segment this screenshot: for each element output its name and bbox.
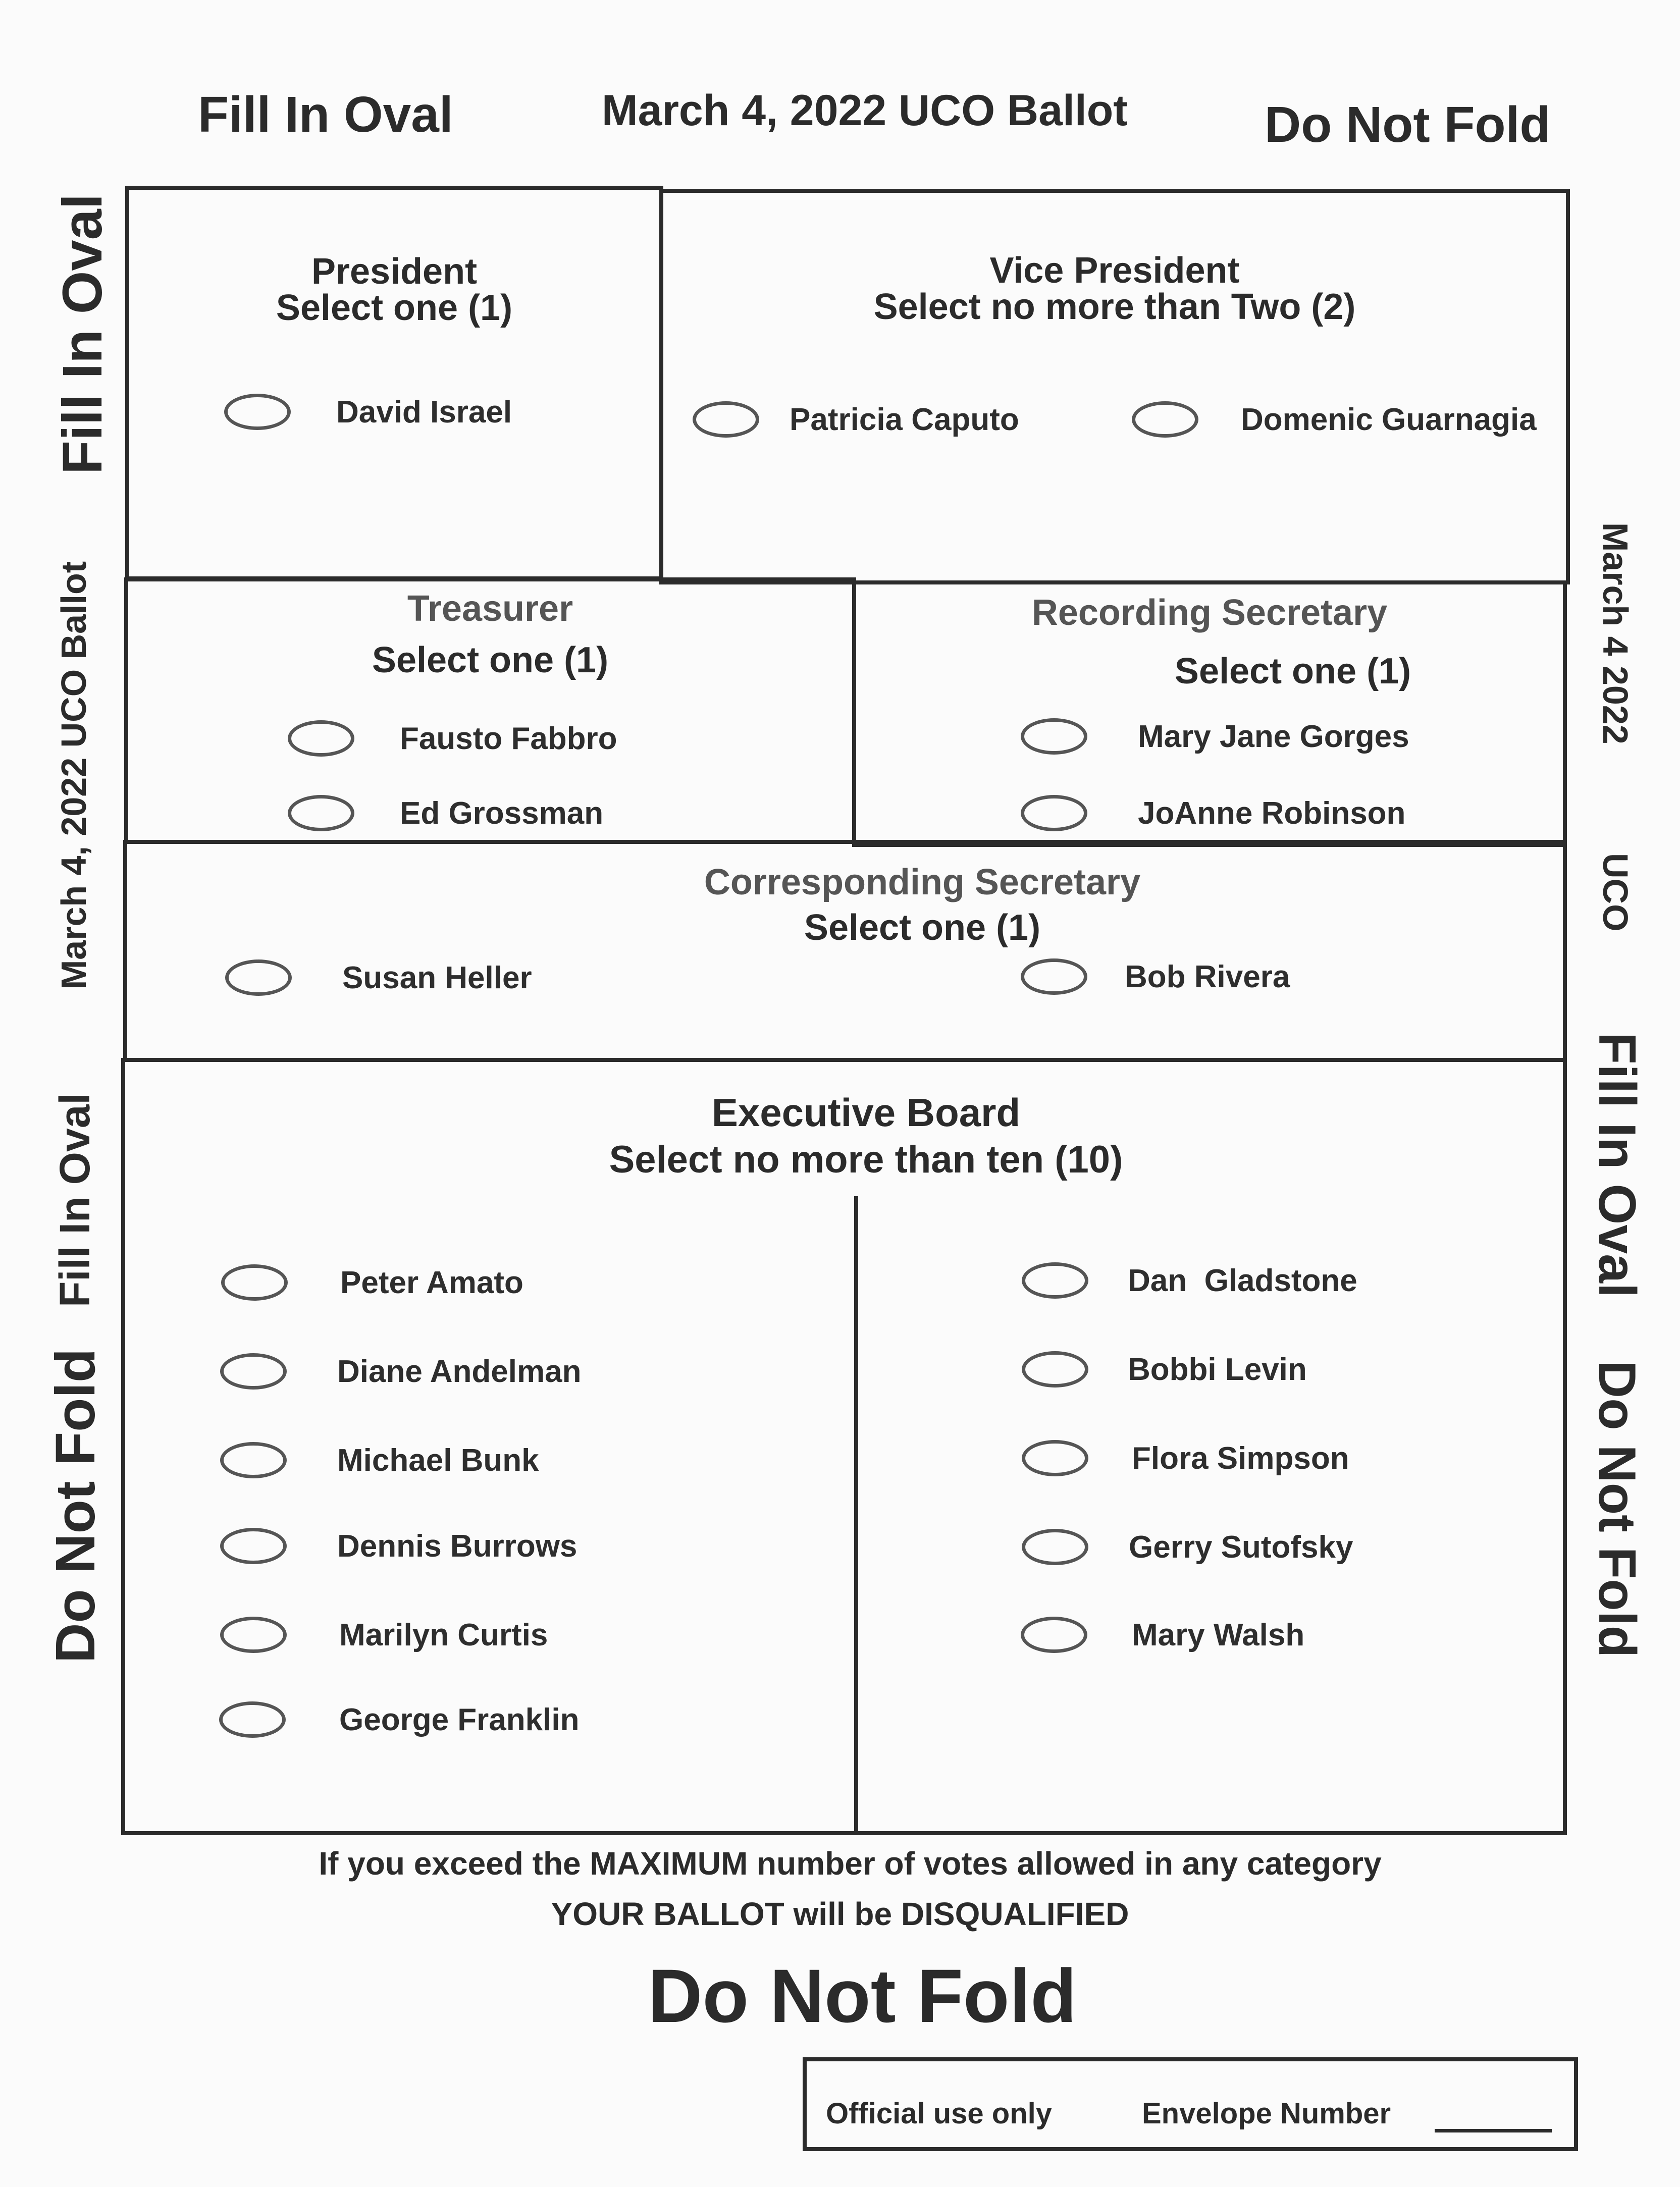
candidate-name: Ed Grossman	[400, 795, 604, 831]
candidate-fausto-fabbro[interactable]	[288, 716, 617, 761]
vote-oval[interactable]	[288, 720, 354, 757]
recording-secretary-section	[852, 580, 1567, 847]
candidate-diane-andelman[interactable]	[220, 1349, 581, 1394]
side-left-fill-in-oval-top: Fill In Oval	[51, 193, 114, 474]
candidate-flora-simpson[interactable]	[1022, 1435, 1349, 1481]
side-right-date: March 4 2022	[1596, 522, 1635, 744]
candidate-name: Bob Rivera	[1125, 959, 1290, 994]
corresponding-secretary-section	[123, 840, 1567, 1062]
candidate-mary-walsh[interactable]	[1021, 1612, 1304, 1658]
vote-oval[interactable]	[1022, 1440, 1088, 1476]
vice-president-section	[659, 189, 1570, 584]
vote-oval[interactable]	[1022, 1351, 1088, 1388]
vote-oval[interactable]	[1021, 1617, 1087, 1653]
vote-oval[interactable]	[221, 1264, 288, 1301]
candidate-name: Mary Walsh	[1132, 1617, 1305, 1652]
candidate-name: Peter Amato	[340, 1265, 523, 1300]
candidate-ed-grossman[interactable]	[288, 790, 603, 836]
corresponding-secretary-title: Corresponding Secretary	[704, 862, 1141, 902]
vote-oval[interactable]	[288, 795, 354, 831]
candidate-dennis-burrows[interactable]	[220, 1523, 577, 1569]
vote-oval[interactable]	[220, 1353, 287, 1390]
header-do-not-fold: Do Not Fold	[1265, 96, 1551, 153]
candidate-name: Diane Andelman	[337, 1354, 582, 1389]
treasurer-section	[124, 577, 856, 844]
vice-president-instruction: Select no more than Two (2)	[873, 287, 1356, 327]
envelope-number-label: Envelope Number	[1142, 2097, 1391, 2130]
candidate-name: Susan Heller	[342, 960, 532, 995]
side-right-uco: UCO	[1596, 853, 1635, 932]
candidate-george-franklin[interactable]	[219, 1697, 579, 1742]
candidate-name: George Franklin	[339, 1702, 580, 1737]
corresponding-secretary-instruction: Select one (1)	[804, 908, 1041, 948]
official-use-box	[803, 2057, 1578, 2151]
vote-oval[interactable]	[693, 401, 759, 438]
header-fill-in-oval: Fill In Oval	[198, 86, 453, 143]
vote-oval[interactable]	[1022, 1529, 1088, 1565]
vote-oval[interactable]	[219, 1701, 286, 1738]
candidate-name: Marilyn Curtis	[339, 1617, 548, 1652]
president-title: President	[311, 251, 478, 292]
candidate-susan-heller[interactable]	[225, 955, 532, 1000]
candidate-name: Michael Bunk	[337, 1443, 539, 1478]
candidate-peter-amato[interactable]	[221, 1260, 523, 1305]
candidate-name: Bobbi Levin	[1128, 1352, 1307, 1387]
candidate-gerry-sutofsky[interactable]	[1022, 1524, 1353, 1570]
president-section	[125, 186, 663, 580]
vote-oval[interactable]	[1022, 1262, 1088, 1299]
candidate-name: JoAnne Robinson	[1138, 795, 1406, 831]
vote-oval[interactable]	[1021, 795, 1087, 831]
vote-oval[interactable]	[224, 394, 291, 430]
recording-secretary-title: Recording Secretary	[1031, 593, 1388, 633]
candidate-name: Flora Simpson	[1132, 1441, 1349, 1476]
candidate-name: David Israel	[336, 394, 512, 430]
warning-line-2: YOUR BALLOT will be DISQUALIFIED	[551, 1896, 1129, 1932]
executive-board-title: Executive Board	[711, 1090, 1021, 1135]
candidate-bob-rivera[interactable]	[1021, 954, 1290, 999]
candidate-dan-gladstone[interactable]	[1022, 1258, 1357, 1303]
candidate-name: Domenic Guarnagia	[1241, 402, 1537, 437]
candidate-name: Dan Gladstone	[1128, 1263, 1357, 1298]
footer-do-not-fold: Do Not Fold	[648, 1953, 1077, 2038]
candidate-marilyn-curtis[interactable]	[220, 1612, 548, 1658]
candidate-name: Gerry Sutofsky	[1129, 1529, 1353, 1565]
candidate-name: Fausto Fabbro	[400, 721, 617, 756]
side-right-fill-in-oval: Fill In Oval	[1588, 1032, 1646, 1298]
executive-board-section	[121, 1058, 1567, 1835]
candidate-patricia-caputo[interactable]	[693, 397, 1019, 442]
candidate-name: Patricia Caputo	[790, 402, 1019, 437]
recording-secretary-instruction: Select one (1)	[1174, 651, 1411, 691]
treasurer-title: Treasurer	[407, 589, 573, 629]
candidate-michael-bunk[interactable]	[220, 1437, 539, 1483]
side-right-do-not-fold: Do Not Fold	[1588, 1360, 1646, 1658]
official-use-label: Official use only	[826, 2097, 1052, 2130]
vote-oval[interactable]	[220, 1442, 287, 1478]
executive-board-divider	[854, 1196, 858, 1835]
vote-oval[interactable]	[1132, 401, 1198, 438]
president-instruction: Select one (1)	[276, 288, 513, 328]
candidate-name: Dennis Burrows	[337, 1528, 578, 1564]
candidate-domenic-guarnagia[interactable]	[1132, 397, 1537, 442]
side-left-do-not-fold: Do Not Fold	[44, 1348, 107, 1663]
candidate-joanne-robinson[interactable]	[1021, 790, 1405, 836]
vote-oval[interactable]	[1021, 718, 1087, 755]
candidate-name: Mary Jane Gorges	[1138, 719, 1409, 754]
candidate-david-israel[interactable]	[224, 389, 512, 435]
candidate-bobbi-levin[interactable]	[1022, 1347, 1307, 1392]
envelope-number-field[interactable]	[1435, 2129, 1552, 2132]
treasurer-instruction: Select one (1)	[372, 640, 609, 680]
side-left-ballot-title: March 4, 2022 UCO Ballot	[54, 561, 93, 989]
vote-oval[interactable]	[1021, 958, 1087, 995]
vote-oval[interactable]	[225, 959, 292, 996]
header-ballot-title: March 4, 2022 UCO Ballot	[602, 86, 1128, 135]
executive-board-instruction: Select no more than ten (10)	[609, 1138, 1123, 1181]
vote-oval[interactable]	[220, 1617, 287, 1653]
vote-oval[interactable]	[220, 1528, 287, 1564]
candidate-mary-jane-gorges[interactable]	[1021, 714, 1409, 759]
side-left-fill-in-oval-lower: Fill In Oval	[51, 1093, 98, 1307]
warning-line-1: If you exceed the MAXIMUM number of votes allowed in any category	[319, 1845, 1382, 1882]
vice-president-title: Vice President	[989, 250, 1240, 291]
